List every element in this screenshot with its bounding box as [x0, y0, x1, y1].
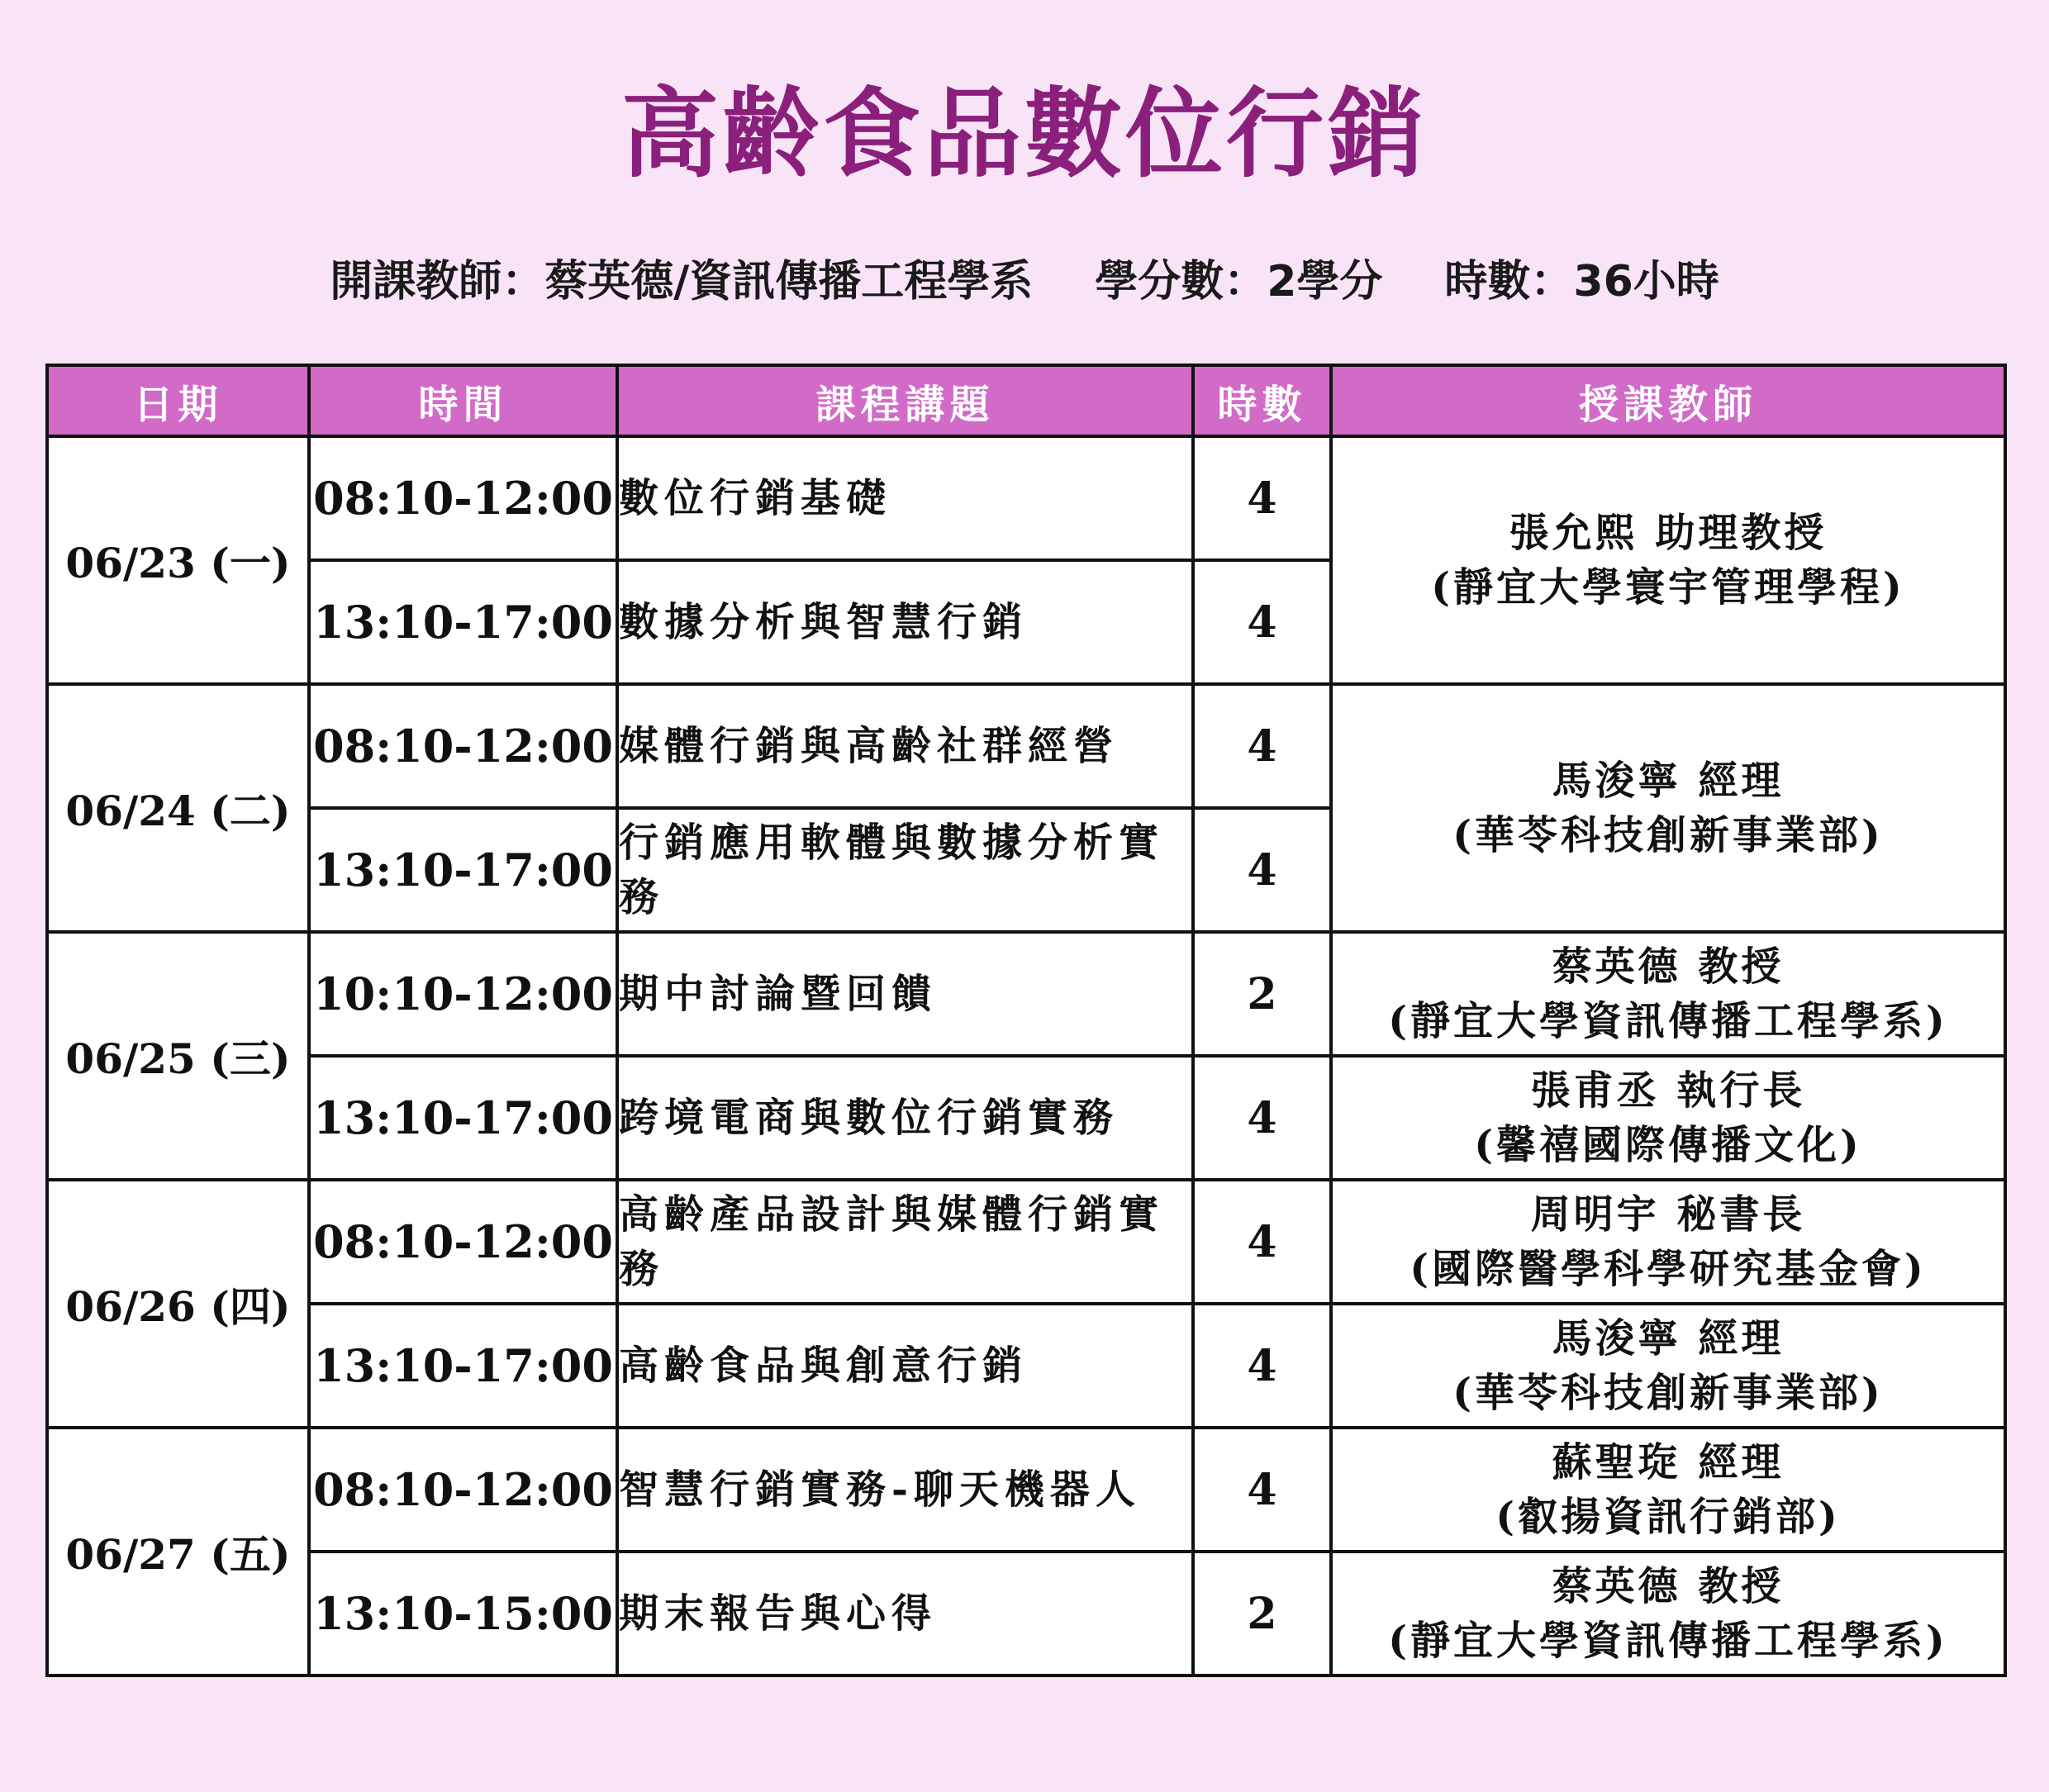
schedule-table [45, 364, 2007, 1677]
teacher-org: (靜宜大學寰宇管理學程) [1431, 564, 1905, 611]
hours-cell: 4 [1193, 1056, 1331, 1180]
course-hours: 時數：36小時 [1444, 257, 1719, 307]
time-cell: 13:10-15:00 [309, 1552, 617, 1676]
course-credits: 學分數：2學分 [1095, 257, 1383, 307]
topic-cell: 數位行銷基礎 [617, 436, 1193, 560]
hours-cell: 4 [1193, 1180, 1331, 1304]
header-row [47, 365, 2005, 436]
hours-cell: 2 [1193, 1552, 1331, 1676]
teacher-org: (叡揚資訊行銷部) [1495, 1494, 1841, 1540]
teacher-cell [1331, 684, 2005, 932]
topic-cell: 高齡食品與創意行銷 [617, 1304, 1193, 1428]
table-row [47, 1056, 2005, 1180]
hours-cell: 4 [1193, 808, 1331, 932]
time-cell: 13:10-17:00 [309, 1304, 617, 1428]
teacher-name: 張甫丞 執行長 [1530, 1067, 1806, 1114]
course-teacher: 開課教師：蔡英德/資訊傳播工程學系 [330, 257, 1034, 307]
teacher-org: (靜宜大學資訊傳播工程學系) [1388, 1618, 1948, 1664]
table-row [47, 1552, 2005, 1676]
hours-cell: 4 [1193, 560, 1331, 684]
topic-cell: 行銷應用軟體與數據分析實務 [617, 808, 1193, 932]
teacher-name: 馬浚寧 經理 [1552, 1314, 1785, 1362]
header-date: 日期 [47, 365, 309, 436]
course-info [0, 256, 2049, 307]
topic-cell: 數據分析與智慧行銷 [617, 560, 1193, 684]
header-hours: 時數 [1193, 365, 1331, 436]
topic-cell: 期末報告與心得 [617, 1552, 1193, 1676]
time-cell: 08:10-12:00 [309, 1428, 617, 1552]
date-cell: 06/24 (二) [47, 684, 309, 932]
teacher-org: (馨禧國際傳播文化) [1474, 1122, 1862, 1168]
teacher-name: 蔡英德 教授 [1552, 943, 1785, 990]
topic-cell: 跨境電商與數位行銷實務 [617, 1056, 1193, 1180]
hours-cell: 4 [1193, 684, 1331, 808]
teacher-cell [1331, 1552, 2005, 1676]
teacher-name: 張允熙 助理教授 [1509, 509, 1828, 556]
table-row [47, 1304, 2005, 1428]
time-cell: 08:10-12:00 [309, 1180, 617, 1304]
header-time: 時間 [309, 365, 617, 436]
page-title: 高齡食品數位行銷 [620, 77, 1428, 191]
topic-cell: 媒體行銷與高齡社群經營 [617, 684, 1193, 808]
table-row [47, 436, 2005, 560]
time-cell: 08:10-12:00 [309, 684, 617, 808]
teacher-name: 蘇聖琁 經理 [1552, 1438, 1785, 1485]
hours-cell: 2 [1193, 932, 1331, 1056]
teacher-org: (華苓科技創新事業部) [1452, 1370, 1884, 1416]
table-row [47, 1428, 2005, 1552]
teacher-cell [1331, 1304, 2005, 1428]
time-cell: 10:10-12:00 [309, 932, 617, 1056]
teacher-cell [1331, 436, 2005, 684]
date-cell: 06/25 (三) [47, 932, 309, 1180]
topic-cell: 高齡產品設計與媒體行銷實務 [617, 1180, 1193, 1304]
date-cell: 06/27 (五) [47, 1428, 309, 1676]
teacher-cell [1331, 932, 2005, 1056]
teacher-name: 蔡英德 教授 [1552, 1562, 1785, 1609]
teacher-cell [1331, 1056, 2005, 1180]
time-cell: 13:10-17:00 [309, 808, 617, 932]
date-cell: 06/23 (一) [47, 436, 309, 684]
topic-cell: 智慧行銷實務-聊天機器人 [617, 1428, 1193, 1552]
topic-cell: 期中討論暨回饋 [617, 932, 1193, 1056]
hours-cell: 4 [1193, 1428, 1331, 1552]
table-row [47, 684, 2005, 808]
time-cell: 13:10-17:00 [309, 560, 617, 684]
time-cell: 08:10-12:00 [309, 436, 617, 560]
teacher-org: (國際醫學科學研究基金會) [1410, 1246, 1927, 1292]
hours-cell: 4 [1193, 1304, 1331, 1428]
teacher-name: 馬浚寧 經理 [1552, 757, 1785, 804]
teacher-cell [1331, 1180, 2005, 1304]
teacher-org: (華苓科技創新事業部) [1452, 812, 1884, 858]
table-row [47, 1180, 2005, 1304]
date-cell: 06/26 (四) [47, 1180, 309, 1428]
table-row [47, 932, 2005, 1056]
header-topic: 課程講題 [617, 365, 1193, 436]
teacher-org: (靜宜大學資訊傳播工程學系) [1388, 998, 1948, 1044]
hours-cell: 4 [1193, 436, 1331, 560]
header-teacher: 授課教師 [1331, 365, 2005, 436]
time-cell: 13:10-17:00 [309, 1056, 617, 1180]
teacher-cell [1331, 1428, 2005, 1552]
teacher-name: 周明宇 秘書長 [1530, 1191, 1806, 1238]
